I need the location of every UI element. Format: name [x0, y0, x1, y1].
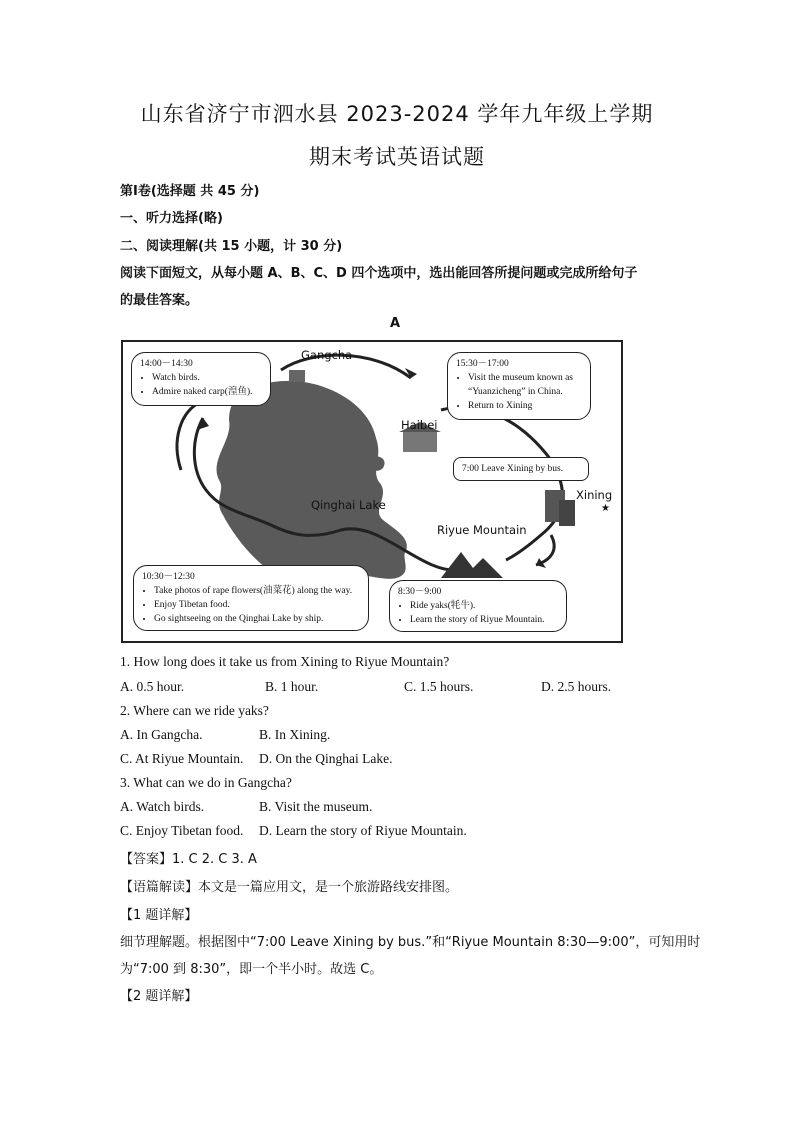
passage-label: A	[390, 316, 401, 331]
callout-time: 8:30－9:00	[398, 587, 442, 597]
q1-detail-line-1: 细节理解题。根据图中“7:00 Leave Xining by bus.”和“Riyue Mountain 8:30—9:00”，可知用时	[120, 935, 701, 950]
question-3-stem: 3. What can we do in Gangcha?	[120, 775, 292, 790]
instruction-line-2: 的最佳答案。	[120, 293, 199, 308]
gangcha-house-icon	[289, 370, 305, 382]
q1-detail-line-2: 为“7:00 到 8:30”，即一个半小时。故选 C。	[120, 962, 383, 977]
callout-item: • Go sightseeing on the Qinghai Lake by ship.	[154, 612, 360, 626]
question-2-option-a: A. In Gangcha.	[120, 727, 203, 742]
callout-gangcha	[131, 352, 271, 406]
instruction-line-1: 阅读下面短文，从每小题 A、B、C、D 四个选项中，选出能回答所提问题或完成所给句子	[120, 266, 638, 281]
question-2-option-b: B. In Xining.	[259, 727, 331, 742]
callout-qinghai-lake	[133, 565, 369, 631]
question-3-option-d: D. Learn the story of Riyue Mountain.	[259, 823, 467, 838]
callout-item: • Learn the story of Riyue Mountain.	[410, 613, 558, 627]
callout-item: • Watch birds.	[152, 371, 262, 385]
callout-item: “Yuanzicheng” in China.	[468, 387, 563, 397]
callout-riyue-mountain	[389, 580, 567, 632]
place-riyue-mountain: Riyue Mountain	[437, 523, 527, 537]
q2-heading: 【2 题详解】	[120, 989, 198, 1004]
section-heading: 第Ⅰ卷(选择题 共 45 分)	[120, 184, 260, 199]
haibei-building-icon	[403, 430, 437, 452]
place-haibei: Haibei	[401, 418, 438, 432]
question-3-option-b: B. Visit the museum.	[259, 799, 373, 814]
question-1-option-c: C. 1.5 hours.	[404, 679, 474, 694]
star-icon: ★	[601, 503, 610, 514]
place-xining: Xining	[576, 488, 613, 502]
callout-haibei	[447, 352, 591, 420]
place-qinghai-lake: Qinghai Lake	[311, 498, 386, 512]
callout-item: • Admire naked carp(湟鱼).	[152, 385, 262, 399]
question-2-stem: 2. Where can we ride yaks?	[120, 703, 269, 718]
callout-text: 7:00 Leave Xining by bus.	[462, 464, 564, 474]
callout-time: 15:30－17:00	[456, 359, 509, 369]
callout-item: • Ride yaks(牦牛).	[410, 599, 558, 613]
callout-xining	[453, 457, 589, 481]
title-line-1: 山东省济宁市泗水县 2023-2024 学年九年级上学期	[140, 102, 654, 126]
q1-heading: 【1 题详解】	[120, 908, 198, 923]
callout-item: • Enjoy Tibetan food.	[154, 598, 360, 612]
part-1-heading: 一、听力选择(略)	[120, 211, 223, 226]
question-1-option-b: B. 1 hour.	[265, 679, 319, 694]
question-2-option-d: D. On the Qinghai Lake.	[259, 751, 393, 766]
question-2-option-c: C. At Riyue Mountain.	[120, 751, 244, 766]
question-1-option-a: A. 0.5 hour.	[120, 679, 185, 694]
callout-time: 14:00－14:30	[140, 359, 193, 369]
question-3-option-c: C. Enjoy Tibetan food.	[120, 823, 244, 838]
title-line-2: 期末考试英语试题	[309, 145, 485, 169]
question-3-option-a: A. Watch birds.	[120, 799, 205, 814]
answer-line: 【答案】1. C 2. C 3. A	[120, 852, 257, 867]
question-1-stem: 1. How long does it take us from Xining to Riyue Mountain?	[120, 654, 450, 669]
place-gangcha: Gangcha	[301, 348, 353, 362]
route-map	[121, 340, 623, 643]
part-2-heading: 二、阅读理解(共 15 小题，计 30 分)	[120, 239, 343, 254]
analysis-line: 【语篇解读】本文是一篇应用文，是一个旅游路线安排图。	[120, 880, 459, 895]
callout-time: 10:30－12:30	[142, 572, 195, 582]
callout-item: • Visit the museum known as	[468, 371, 582, 385]
question-1-option-d: D. 2.5 hours.	[541, 679, 612, 694]
callout-item: • Return to Xining	[468, 399, 582, 413]
callout-item: • Take photos of rape flowers(油菜花) along the way.	[154, 584, 360, 598]
